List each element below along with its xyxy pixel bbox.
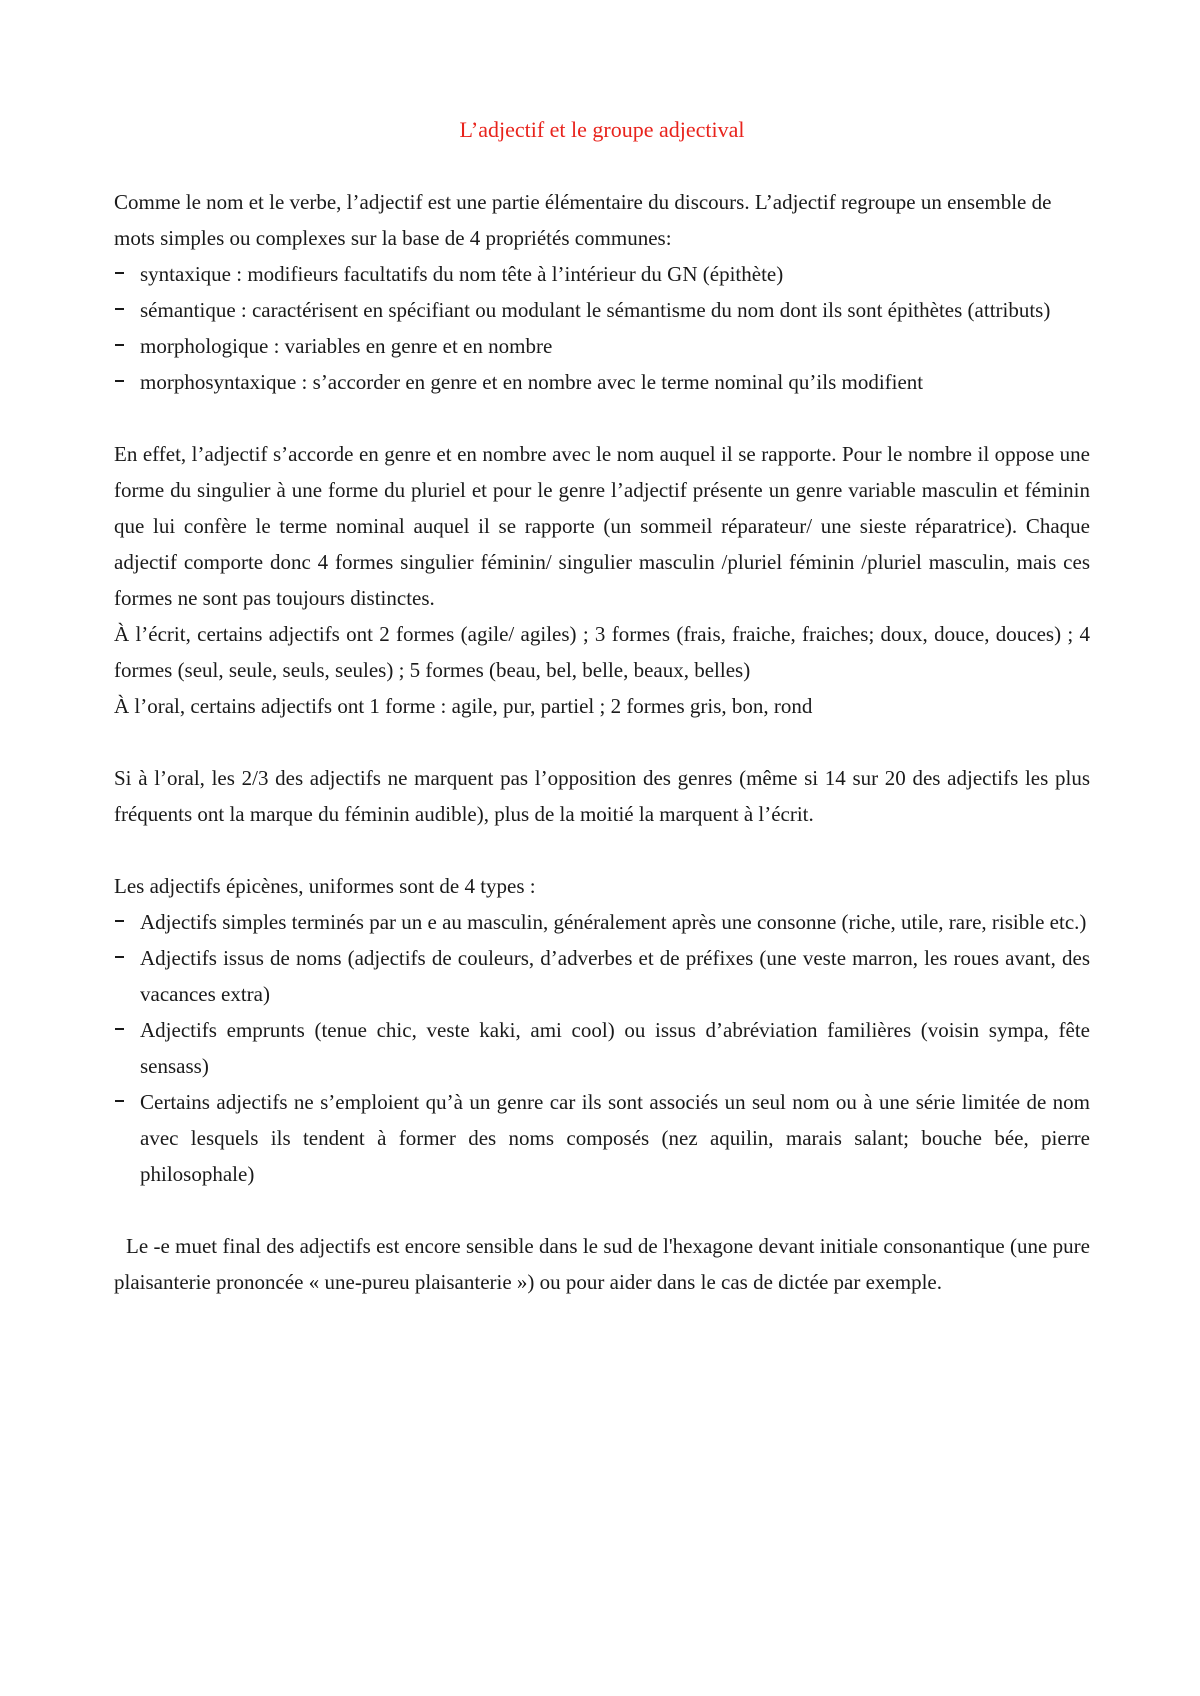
list-item-text: morphologique : variables en genre et en nombre (140, 334, 553, 358)
list-item (114, 940, 1090, 1012)
paragraph-gap (114, 1192, 1090, 1228)
list-item (114, 904, 1090, 940)
emuet-section (114, 1228, 1090, 1300)
list-item-text: syntaxique : modifieurs facultatifs du nom tête à l’intérieur du GN (épithète) (140, 262, 784, 286)
list-item-text: sémantique : caractérisent en spécifiant ou modulant le sémantisme du nom dont ils sont épithètes (attributs) (140, 298, 1051, 322)
list-item (114, 292, 1090, 328)
epicenes-section (114, 868, 1090, 1192)
epicenes-list (114, 904, 1090, 1192)
paragraph-gap (114, 832, 1090, 868)
list-item (114, 1012, 1090, 1084)
accord-paragraph: En effet, l’adjectif s’accorde en genre et en nombre avec le nom auquel il se rapporte. Pour le nombre il oppose une forme du singulier à une forme du pluriel et pour le genre l’adjectif présente un genre variable masculin et féminin que lui confère le terme nominal auquel il se rapporte (un sommeil réparateur/ une sieste réparatrice). Chaque adjectif comporte donc 4 formes singulier féminin/ singulier masculin /pluriel féminin /pluriel masculin, mais ces formes ne sont pas toujours distinctes. (114, 442, 1090, 610)
emuet-paragraph: Le -e muet final des adjectifs est encore sensible dans le sud de l'hexagone devant initiale consonantique (une pure plaisanterie prononcée « une-pureu plaisanterie ») ou pour aider dans le cas de dictée par exemple. (114, 1234, 1090, 1294)
ecrit-paragraph: À l’écrit, certains adjectifs ont 2 formes (agile/ agiles) ; 3 formes (frais, fraiche, fraiches; doux, douce, douces) ; 4 formes (seul, seule, seuls, seules) ; 5 formes (beau, bel, belle, beaux, belles) (114, 622, 1090, 682)
list-item-text: Adjectifs emprunts (tenue chic, veste kaki, ami cool) ou issus d’abréviation familières (voisin sympa, fête sensass) (140, 1018, 1090, 1078)
list-item (114, 256, 1090, 292)
epicenes-intro: Les adjectifs épicènes, uniformes sont de 4 types : (114, 874, 536, 898)
list-item (114, 1084, 1090, 1192)
properties-list (114, 256, 1090, 400)
document-page (114, 112, 1090, 1300)
list-item (114, 364, 1090, 400)
paragraph-gap (114, 724, 1090, 760)
document-title: L’adjectif et le groupe adjectival (459, 117, 745, 142)
list-item-text: Adjectifs issus de noms (adjectifs de couleurs, d’adverbes et de préfixes (une veste marron, les roues avant, des vacances extra) (140, 946, 1090, 1006)
list-item-text: morphosyntaxique : s’accorder en genre et en nombre avec le terme nominal qu’ils modifient (140, 370, 924, 394)
list-item-text: Certains adjectifs ne s’emploient qu’à un genre car ils sont associés un seul nom ou à une série limitée de nom avec lesquels ils tendent à former des noms composés (nez aquilin, marais salant; bouche bée, pierre philosophale) (140, 1090, 1090, 1186)
genres-section (114, 760, 1090, 832)
list-item-text: Adjectifs simples terminés par un e au masculin, généralement après une consonne (riche, utile, rare, risible etc.) (140, 910, 1087, 934)
intro-paragraph: Comme le nom et le verbe, l’adjectif est une partie élémentaire du discours. L’adjectif regroupe un ensemble de mots simples ou complexes sur la base de 4 propriétés communes: (114, 190, 1052, 250)
intro-section (114, 184, 1090, 400)
genres-paragraph: Si à l’oral, les 2/3 des adjectifs ne marquent pas l’opposition des genres (même si 14 sur 20 des adjectifs les plus fréquents ont la marque du féminin audible), plus de la moitié la marquent à l’écrit. (114, 766, 1090, 826)
list-item (114, 328, 1090, 364)
paragraph-gap (114, 400, 1090, 436)
accord-section (114, 436, 1090, 724)
oral-paragraph: À l’oral, certains adjectifs ont 1 forme : agile, pur, partiel ; 2 formes gris, bon, rond (114, 694, 813, 718)
